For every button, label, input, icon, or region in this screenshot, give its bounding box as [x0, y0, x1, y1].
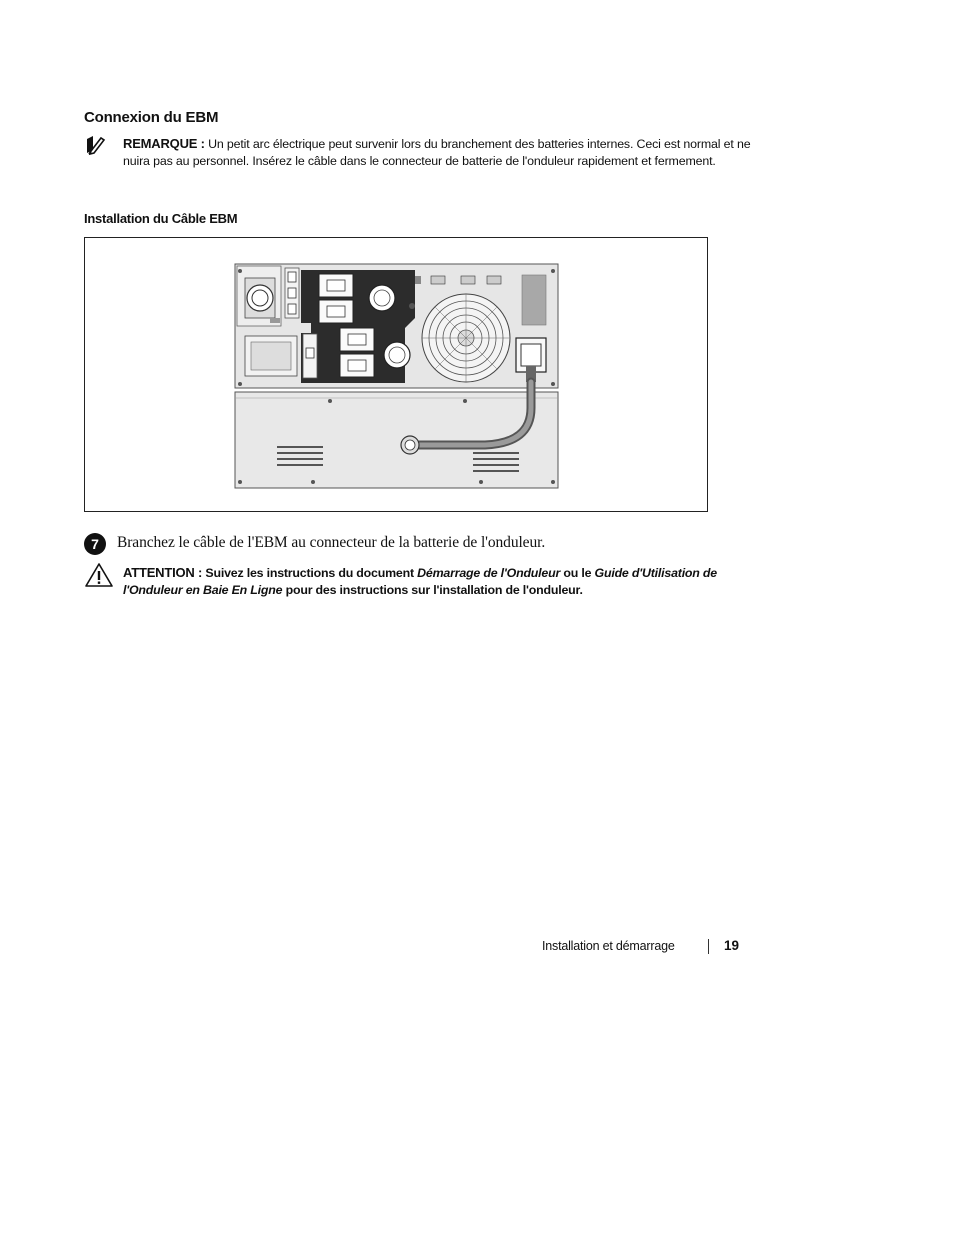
caution-paragraph	[123, 564, 743, 599]
footer-section-label: Installation et démarrage	[542, 939, 675, 953]
step-number-badge: 7	[84, 533, 106, 555]
ups-rear-panel-illustration	[85, 238, 709, 513]
caution-label: ATTENTION :	[123, 565, 203, 580]
note-label: REMARQUE :	[123, 136, 205, 151]
caution-part2: ou le	[560, 566, 595, 580]
section-title: Connexion du EBM	[84, 109, 219, 126]
caution-part1: Suivez les instructions du document	[202, 566, 418, 580]
caution-doc-title-2: Guide d'Utilisation de l'Onduleur en Baie En Ligne	[123, 566, 717, 597]
footer-page-number: 19	[724, 938, 740, 953]
ebm-cable-figure	[84, 237, 708, 512]
figure-title: Installation du Câble EBM	[84, 211, 238, 226]
warning-triangle-icon	[84, 562, 114, 588]
note-pencil-icon	[84, 134, 106, 156]
note-body: Un petit arc électrique peut survenir lors du branchement des batteries internes. Ceci est normal et ne nuira pas au personnel. Insérez le câble dans le connecteur de batterie de l'onduleur rapidement et fermement.	[123, 137, 751, 168]
footer-separator	[708, 939, 709, 954]
caution-doc-title-1: Démarrage de l'Onduleur	[417, 566, 561, 580]
caution-part3: pour des instructions sur l'installation de l'onduleur.	[282, 583, 583, 597]
step-text: Branchez le câble de l'EBM au connecteur de la batterie de l'onduleur.	[117, 534, 546, 551]
note-paragraph	[123, 135, 763, 170]
